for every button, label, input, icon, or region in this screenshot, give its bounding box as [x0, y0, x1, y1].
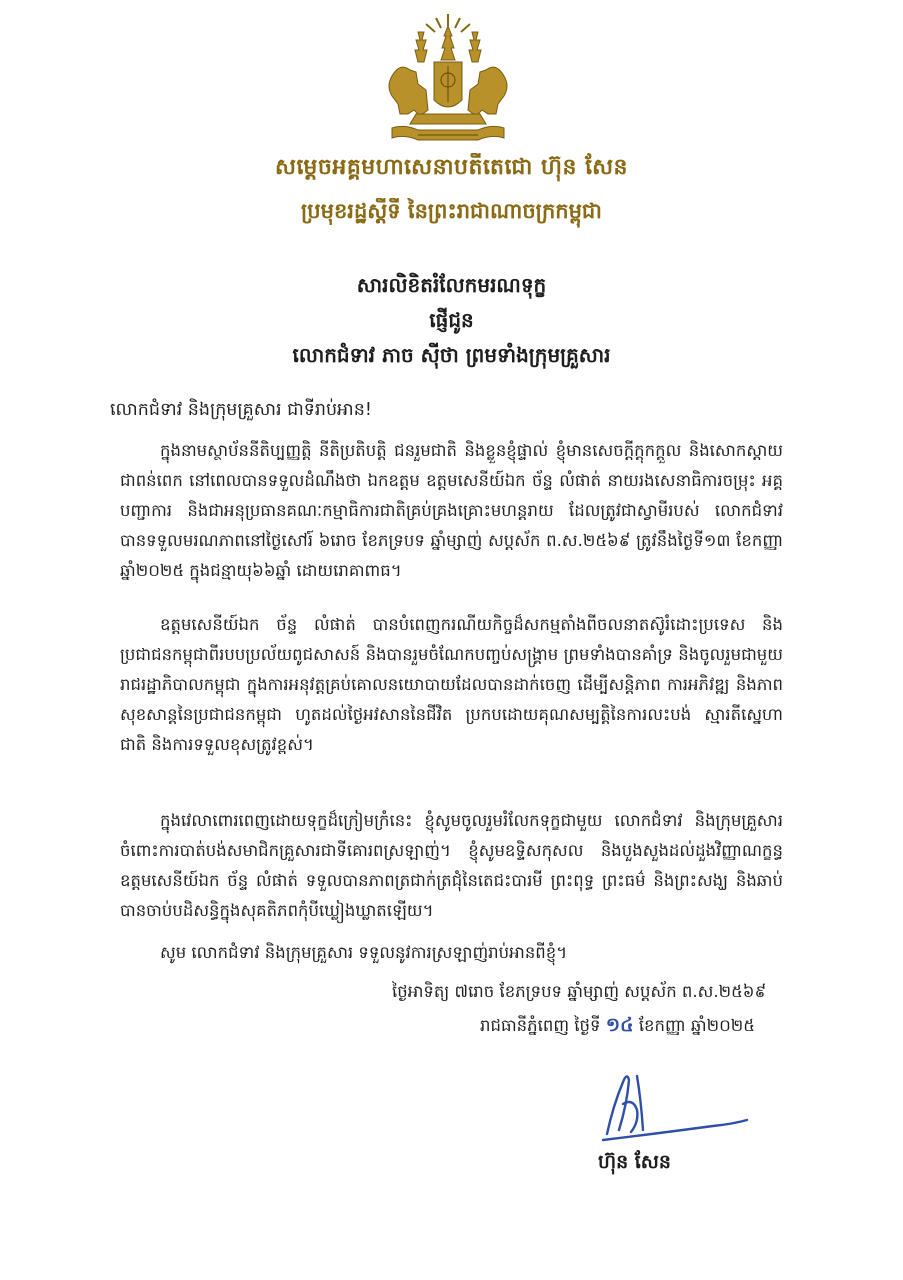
letter-title-addressed: ផ្ញើជូន	[429, 308, 474, 332]
sender-name-line: សម្តេចអគ្គមហាសេនាបតីតេជោ ហ៊ុន សែន	[275, 155, 628, 180]
letter-title: សារលិខិតរំលែកមរណទុក្ខ	[356, 273, 547, 297]
place-prefix: រាជធានីភ្នំពេញ ថ្ងៃទី	[480, 1016, 601, 1035]
paragraph-2: ឧត្តមសេនីយ៍ឯក ច័ន្ទ លំផាត់ បានបំពេញករណីយកិច្ចដ៏សកម្មតាំងពីចលនាតស៊ូរំដោះប្រទេស និងប្រជាជនកម្ពុជាពីរបបប្រល័យពូជសាសន៍ និងបានរួមចំណែកបញ្ចប់សង្គ្រាម ព្រមទាំងបានគាំទ្រ និងចូលរួមជាមួយរាជរដ្ឋាភិបាលកម្ពុជា ក្នុងការអនុវត្តគ្រប់គោលនយោបាយដែលបានដាក់ចេញ ដើម្បីសន្តិភាព ការអភិវឌ្ឍ និងភាពសុខសាន្តនៃប្រជាជនកម្ពុជា ហូតដល់ថ្ងៃអវសាននៃជីវិត ប្រកបដោយគុណសម្បត្តិនៃការលះបង់ ស្មារតីស្នេហាជាតិ និងការទទួលខុសត្រូវខ្ពស់។	[120, 615, 783, 754]
paragraph-3: ក្នុងវេលាពោរពេញដោយទុក្ខដ៏ក្រៀមក្រំនេះ ខ្ញុំសូមចូលរួមរំលែកទុក្ខជាមួយ លោកជំទាវ និងក្រុមគ្រួសារ ចំពោះការបាត់បង់សមាជិកគ្រួសារជាទីគោរពស្រឡាញ់។ ខ្ញុំសូមឧទ្ទិសកុសល និងបួងសួងដល់ដួងវិញ្ញាណក្ខន្ធ ឧត្តមសេនីយ៍ឯក ច័ន្ទ លំផាត់ ទទួលបានភាពត្រជាក់ត្រជុំនៃតេជះបារមី ព្រះពុទ្ធ ព្រះធម៌ និងព្រះសង្ឃ និងឆាប់បានចាប់បដិសន្ធិក្នុងសុគតិភពកុំបីឃ្លៀងឃ្លាតឡើយ។	[120, 811, 783, 920]
paragraph-1: ក្នុងនាមស្ថាប័ននីតិប្បញ្ញត្តិ នីតិប្រតិបត្តិ ជនរួមជាតិ និងខ្លួនខ្ញុំផ្ទាល់ ខ្ញុំមានសេចក្តីក្តុកក្តួល និងសោកស្តាយជាពន់ពេក នៅពេលបានទទួលដំណឹងថា ឯកឧត្តម ឧត្តមសេនីយ៍ឯក ច័ន្ទ លំផាត់ នាយរងសេនាធិការចម្រុះ អគ្គបញ្ជាការ និងជាអនុប្រធានគណៈកម្មាធិការជាតិគ្រប់គ្រងគ្រោះមហន្តរាយ ដែលត្រូវជាស្វាមីរបស់ លោកជំទាវ បានទទួលមរណភាពនៅថ្ងៃសៅរ៍ ៦រោច ខែភទ្របទ ឆ្នាំម្សាញ់ សប្តស័ក ព.ស.២៥៦៩ ត្រូវនឹងថ្ងៃទី១៣ ខែកញ្ញា ឆ្នាំ២០២៥ ក្នុងជន្មាយុ៦៦ឆ្នាំ ដោយរោគាពាធ។	[120, 441, 783, 580]
salutation: លោកជំទាវ និងក្រុមគ្រួសារ ជាទីរាប់អាន!	[110, 400, 372, 420]
place-date-line	[480, 1013, 755, 1041]
sender-position-line: ប្រមុខរដ្ឋស្តីទី នៃព្រះរាជាណាចក្រកម្ពុជា	[301, 199, 602, 223]
signer-name: ហ៊ុន សែន	[598, 1151, 671, 1173]
month-year: ខែកញ្ញា ឆ្នាំ២០២៥	[638, 1016, 755, 1035]
letter-recipient: លោកជំទាវ ភាច ស៊ីថា ព្រមទាំងក្រុមគ្រួសារ	[292, 343, 611, 367]
handwritten-day: ១៤	[605, 1014, 634, 1036]
lunar-date-line: ថ្ងៃអាទិត្យ ៧រោច ខែភទ្របទ ឆ្នាំម្សាញ់ សប្តស័ក ព.ស.២៥៦៩	[392, 982, 767, 1001]
paragraph-4: សូម លោកជំទាវ និងក្រុមគ្រួសារ ទទួលនូវការស្រឡាញ់រាប់អានពីខ្ញុំ។	[160, 943, 568, 962]
handwritten-signature	[593, 1060, 753, 1150]
royal-coat-of-arms-icon	[378, 10, 518, 150]
